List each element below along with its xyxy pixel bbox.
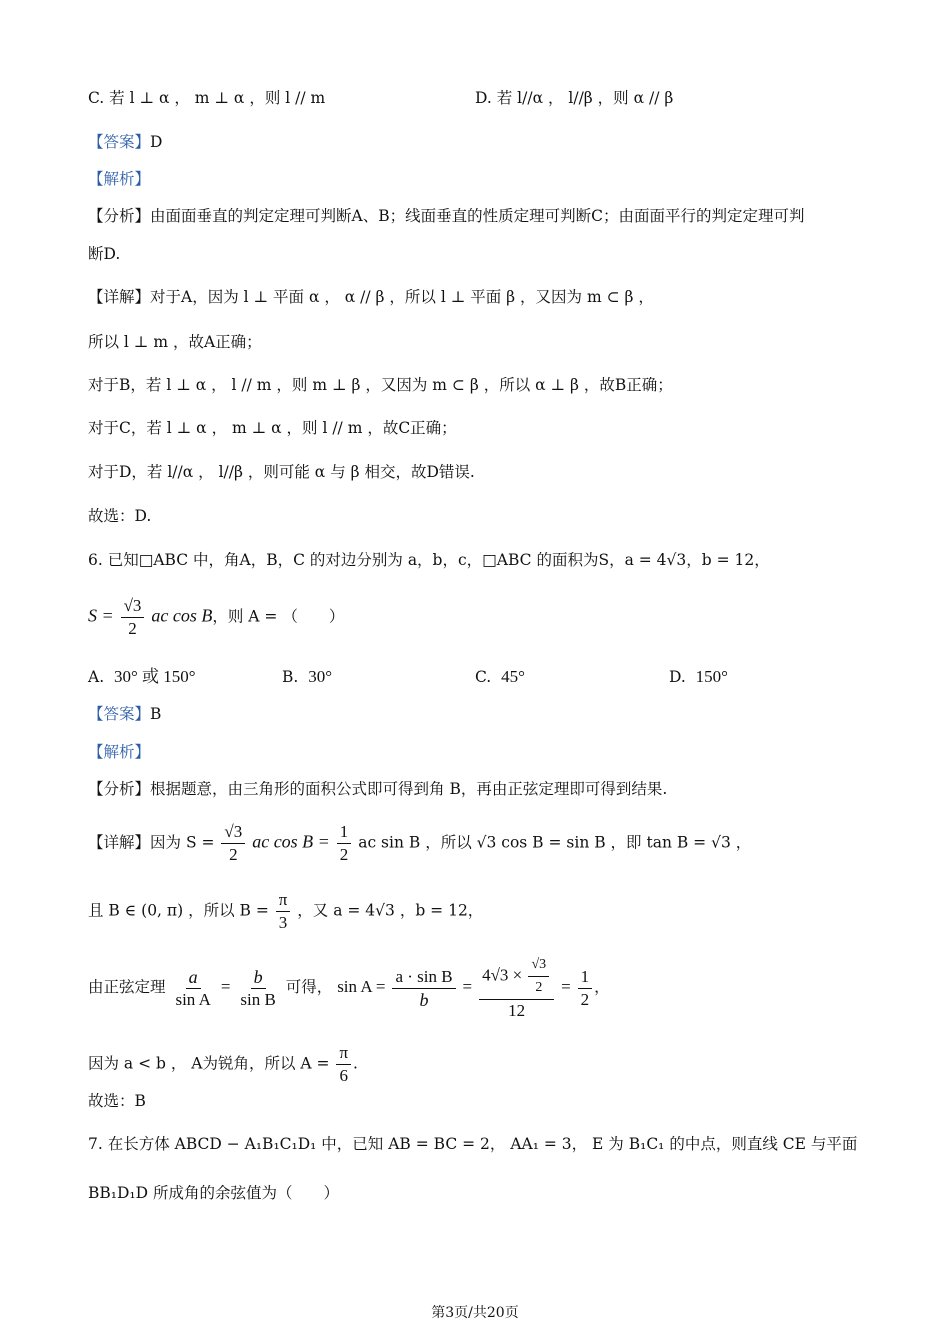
q6-stem-line1: 6. 已知□ABC 中，角A，B，C 的对边分别为 a，b，c，□ABC 的面积为S，a = 4√3，b = 12， (88, 551, 770, 569)
q5-answer: 【答案】D (88, 133, 163, 151)
fraction-a-sinB-over-b: $\frac{\text{a · sin B}}{b}$ (392, 967, 455, 1010)
q5-detail-line1: 【详解】对于A，因为 l ⊥ 平面 α ， α // β ，所以 l ⊥ 平面 β ，又因为 m ⊂ β ， (88, 288, 654, 306)
q6-option-a: A. 30° 或 150° (88, 667, 196, 686)
q5-option-c: C. 若 l ⊥ α ， m ⊥ α ，则 l // m (88, 89, 326, 107)
q6-detail-line4: 因为 a < b ， A为锐角，所以 A = $\frac{\pi}{6}$ . (88, 1043, 358, 1085)
fraction-pi-over-3: $\frac{\pi}{3}$ (276, 890, 291, 933)
q6-choose: 故选：B (88, 1092, 146, 1110)
q7-stem-line2: BB₁D₁D 所成角的余弦值为（ ） (88, 1184, 339, 1202)
fraction-one-half-result: $\frac{1}{2}$ (578, 967, 593, 1010)
q6-answer: 【答案】B (88, 705, 162, 723)
q6-option-d: D. 150° (669, 667, 728, 686)
q6-detail-line3: 由正弦定理 $\frac{a}{\text{sin A}}$ = $\frac{b}{\text{sin B}}$ 可得， sin A = $\frac{\text{a · sin B}}{b}$ = 4√3 × $\frac{√3}{2}$ 12 = $\frac{1}{2}$ ， (88, 957, 610, 1020)
fraction-one-half: $\frac{1}{2}$ (337, 822, 352, 865)
fraction-pi-over-6: $\frac{\pi}{6}$ (336, 1043, 351, 1086)
fraction-a-over-sinA: $\frac{a}{\text{sin A}}$ (175, 966, 211, 1009)
q6-option-c: C. 45° (475, 667, 525, 686)
q5-fenxi-line2: 断D. (88, 245, 121, 263)
q5-detail-line5: 对于D，若 l//α ， l//β ，则可能 α 与 β 相交，故D错误. (88, 463, 475, 481)
q5-detail-line4: 对于C，若 l ⊥ α ， m ⊥ α ，则 l // m ，故C正确； (88, 419, 457, 437)
q5-fenxi-line1: 【分析】由面面垂直的判定定理可判断A、B；线面垂直的性质定理可判断C；由面面平行的判定定理可判 (88, 207, 805, 225)
q5-detail-line3: 对于B，若 l ⊥ α ， l // m ，则 m ⊥ β ，又因为 m ⊂ β ，所以 α ⊥ β ，故B正确； (88, 376, 673, 394)
q7-stem-line1: 7. 在长方体 ABCD − A₁B₁C₁D₁ 中，已知 AB = BC = 2， AA₁ = 3， E 为 B₁C₁ 的中点，则直线 CE 与平面 (88, 1135, 858, 1153)
fraction-compound: 4√3 × $\frac{√3}{2}$ 12 (479, 955, 554, 1021)
q6-detail-line1: 【详解】因为 S = $\frac{√3}{2}$ ac cos B = $\frac{1}{2}$ ac sin B ，所以 √3 cos B = sin B ，即 tan B = √3 ， (88, 822, 752, 864)
q6-stem-formula: S = $\frac{√3}{2}$ ac cos B，则 A = （ ） (88, 596, 345, 638)
q5-analysis-tag: 【解析】 (88, 170, 151, 188)
q6-analysis-tag: 【解析】 (88, 743, 151, 761)
q6-detail-line2: 且 B ∈ (0, π) ，所以 B = $\frac{\pi}{3}$ ，又 a = 4√3 ，b = 12， (88, 890, 484, 932)
fraction-sqrt3-over-2: $\frac{√3}{2}$ (528, 955, 549, 998)
q5-option-d: D. 若 l//α ， l//β ，则 α // β (475, 89, 674, 107)
q5-choose: 故选：D. (88, 507, 152, 525)
fraction-sqrt3-over-2: $\frac{√3}{2}$ (221, 822, 245, 865)
q6-option-b: B. 30° (282, 667, 332, 686)
q6-fenxi: 【分析】根据题意，由三角形的面积公式即可得到角 B，再由正弦定理即可得到结果. (88, 780, 668, 798)
fraction-b-over-sinB: $\frac{b}{\text{sin B}}$ (240, 966, 276, 1009)
fraction-sqrt3-over-2: $\frac{√3}{2}$ (121, 596, 145, 639)
q5-detail-line2: 所以 l ⊥ m ，故A正确； (88, 333, 262, 351)
page-footer: 第3页/共20页 (431, 1305, 519, 1321)
